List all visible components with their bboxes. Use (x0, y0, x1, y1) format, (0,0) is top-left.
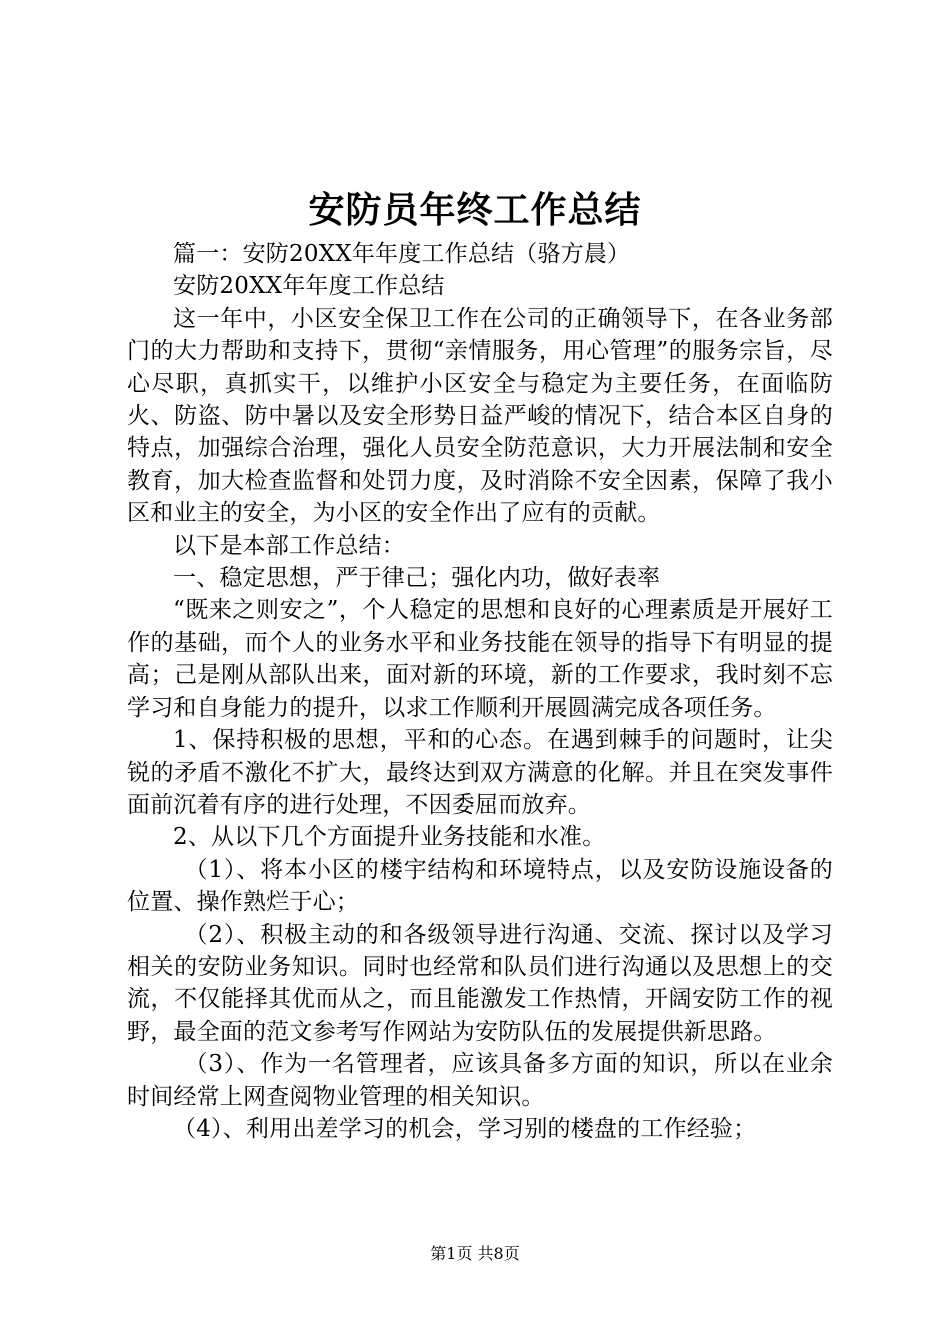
paragraph-subitem-2: （2）、积极主动的和各级领导进行沟通、交流、探讨以及学习相关的安防业务知识。同时也经常和队员们进行沟通以及思想上的交流，不仅能择其优而从之，而且能激发工作热情，开阔安防工作的视野，最全面的范文参考写作网站为安防队伍的发展提供新思路。 (127, 921, 833, 1045)
page-number-footer: 第1页 共8页 (430, 1244, 520, 1263)
paragraph-subtitle: 安防20XX年年度工作总结 (173, 273, 445, 300)
document-body (127, 238, 833, 1145)
paragraph-item-2: 2、从以下几个方面提升业务技能和水准。 (173, 824, 606, 851)
paragraph-item-1: 1、保持积极的思想，平和的心态。在遇到棘手的问题时，让尖锐的矛盾不激化不扩大，最终达到双方满意的化解。并且在突发事件面前沉着有序的进行处理，不因委屈而放弃。 (127, 727, 833, 818)
paragraph-section-one-heading: 一、稳定思想，严于律己；强化内功，做好表率 (173, 565, 661, 592)
document-title: 安防员年终工作总结 (308, 189, 642, 231)
paragraph-summary-lead: 以下是本部工作总结： (173, 532, 405, 559)
paragraph-chapter-heading: 篇一：安防20XX年年度工作总结（骆方晨） (173, 241, 631, 267)
paragraph-section-one-body: “既来之则安之”，个人稳定的思想和良好的心理素质是开展好工作的基础，而个人的业务水平和业务技能在领导的指导下有明显的提高；己是刚从部队出来，面对新的环境，新的工作要求，我时刻不忘学习和自身能力的提升，以求工作顺利开展圆满完成各项任务。 (127, 597, 833, 721)
paragraph-subitem-4: （4）、利用出差学习的机会，学习别的楼盘的工作经验； (173, 1115, 757, 1142)
paragraph-intro: 这一年中，小区安全保卫工作在公司的正确领导下，在各业务部门的大力帮助和支持下，贯彻“亲情服务，用心管理”的服务宗旨，尽心尽职，真抓实干，以维护小区安全与稳定为主要任务，在面临防火、防盗、防中暑以及安全形势日益严峻的情况下，结合本区自身的特点，加强综合治理，强化人员安全防范意识，大力开展法制和安全教育，加大检查监督和处罚力度，及时消除不安全因素，保障了我小区和业主的安全，为小区的安全作出了应有的贡献。 (127, 305, 833, 527)
paragraph-subitem-3: （3）、作为一名管理者，应该具备多方面的知识，所以在业余时间经常上网查阅物业管理的相关知识。 (127, 1051, 833, 1110)
paragraph-subitem-1: （1）、将本小区的楼宇结构和环境特点，以及安防设施设备的位置、操作熟烂于心； (127, 856, 833, 916)
